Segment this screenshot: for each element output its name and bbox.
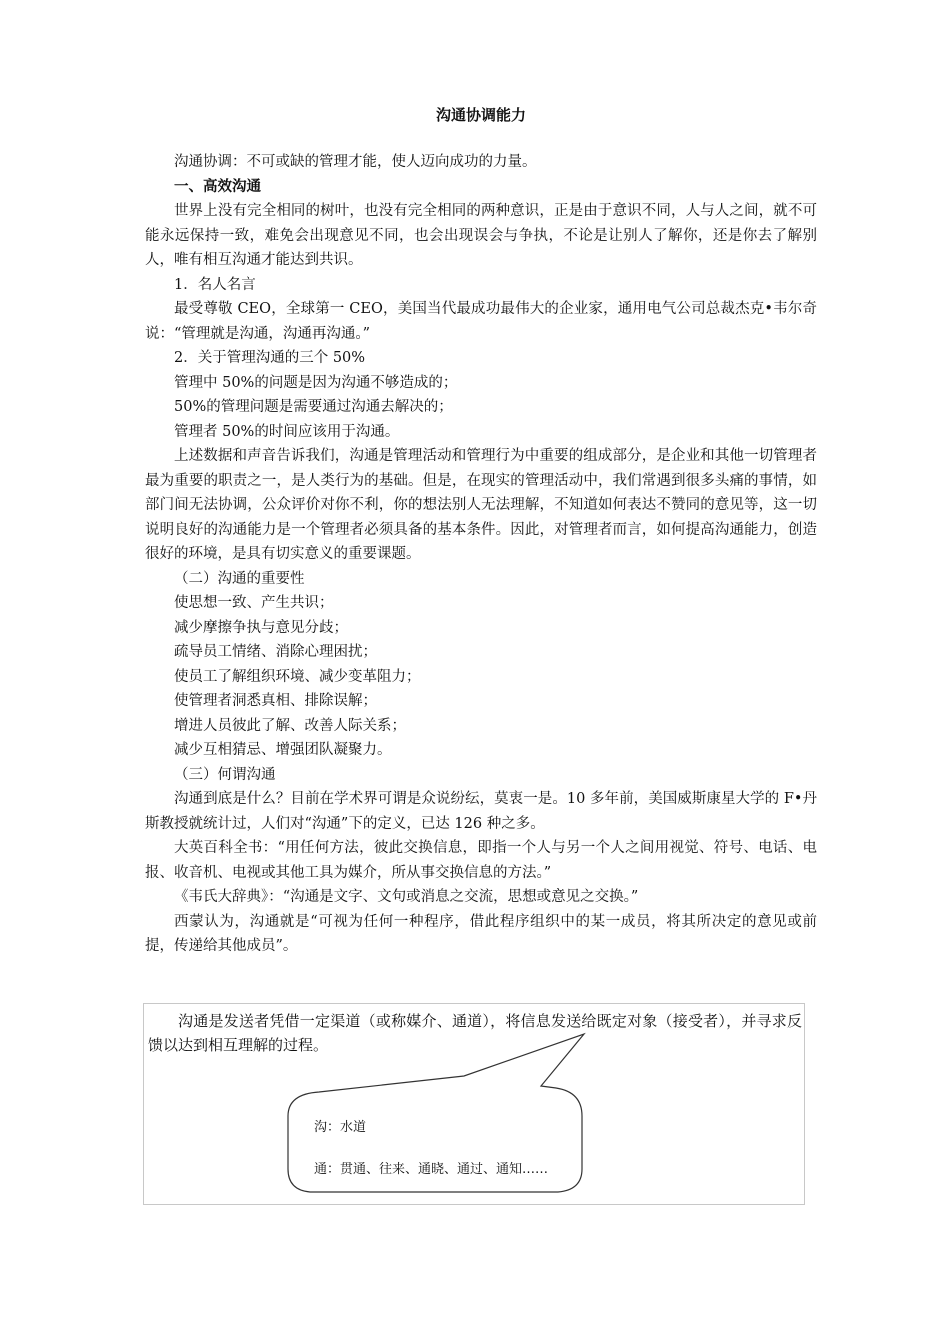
document-body	[145, 150, 817, 959]
list-item-importance-6: 增进人员彼此了解、改善人际关系；	[174, 717, 406, 734]
paragraph-welch-quote: 最受尊敬 CEO，全球第一 CEO，美国当代最成功最伟大的企业家，通用电气公司总裁杰克•韦尔奇说：“管理就是沟通，沟通再沟通。”	[145, 301, 817, 342]
intro-paragraph: 沟通协调：不可或缺的管理才能，使人迈向成功的力量。	[174, 154, 537, 170]
bubble-line-gou: 沟：水道	[314, 1120, 367, 1135]
paragraph-simon: 西蒙认为，沟通就是“可视为任何一种程序，借此程序组织中的某一成员，将其所决定的意见或前提，传递给其他成员”。	[145, 913, 817, 954]
list-item-importance-3: 疏导员工情绪、消除心理困扰；	[174, 644, 377, 660]
paragraph-summary: 上述数据和声音告诉我们，沟通是管理活动和管理行为中重要的组成部分，是企业和其他一切管理者最为重要的职责之一，是人类行为的基础。但是，在现实的管理活动中，我们常遇到很多头痛的事情，如部门间无法协调，公众评价对你不利，你的想法别人无法理解，不知道如何表达不赞同的意见等，这一切说明良好的沟通能力是一个管理者必须具备的基本条件。因此，对管理者而言，如何提高沟通能力，创造很好的环境，是具有切实意义的重要课题。	[145, 448, 817, 562]
section-heading-efficient-communication: 一、高效沟通	[174, 178, 261, 195]
list-item-50-2: 50%的管理问题是需要通过沟通去解决的；	[174, 399, 453, 415]
definition-figure	[143, 1003, 805, 1205]
subheading-three-50: 2．关于管理沟通的三个 50%	[174, 350, 366, 366]
list-item-importance-4: 使员工了解组织环境、减少变革阻力；	[174, 668, 421, 685]
list-item-importance-7: 减少互相猜忌、增强团队凝聚力。	[174, 742, 392, 758]
bubble-line-tong: 通：贯通、往来、通晓、通过、通知……	[314, 1162, 549, 1177]
paragraph-leaves: 世界上没有完全相同的树叶，也没有完全相同的两种意识，正是由于意识不同，人与人之间，就不可能永远保持一致，难免会出现意见不同，也会出现误会与争执，不论是让别人了解你，还是你去了解别人，唯有相互沟通才能达到共识。	[145, 203, 817, 268]
paragraph-definitions-count: 沟通到底是什么？目前在学术界可谓是众说纷纭，莫衷一是。10 多年前，美国威斯康星大学的 F•丹斯教授就统计过，人们对“沟通”下的定义，已达 126 种之多。	[145, 791, 817, 832]
subheading-quotes: 1．名人名言	[174, 276, 256, 293]
list-item-50-1: 管理中 50%的问题是因为沟通不够造成的；	[174, 374, 458, 391]
subheading-importance: （二）沟通的重要性	[174, 570, 305, 587]
list-item-50-3: 管理者 50%的时间应该用于沟通。	[174, 423, 400, 440]
figure-definition-text: 沟通是发送者凭借一定渠道（或称媒介、通道），将信息发送给既定对象（接受者），并寻求反馈以达到相互理解的过程。	[148, 1012, 802, 1054]
paragraph-webster: 《韦氏大辞典》：“沟通是文字、文句或消息之交流，思想或意见之交换。”	[174, 889, 639, 905]
subheading-definition: （三）何谓沟通	[174, 766, 276, 783]
list-item-importance-1: 使思想一致、产生共识；	[174, 595, 334, 611]
list-item-importance-2: 减少摩擦争执与意见分歧；	[174, 619, 348, 636]
document-title: 沟通协调能力	[435, 106, 526, 124]
paragraph-britannica: 大英百科全书：“用任何方法，彼此交换信息，即指一个人与另一个人之间用视觉、符号、电话、电报、收音机、电视或其他工具为媒介，所从事交换信息的方法。”	[145, 840, 817, 881]
list-item-importance-5: 使管理者洞悉真相、排除误解；	[174, 693, 377, 709]
